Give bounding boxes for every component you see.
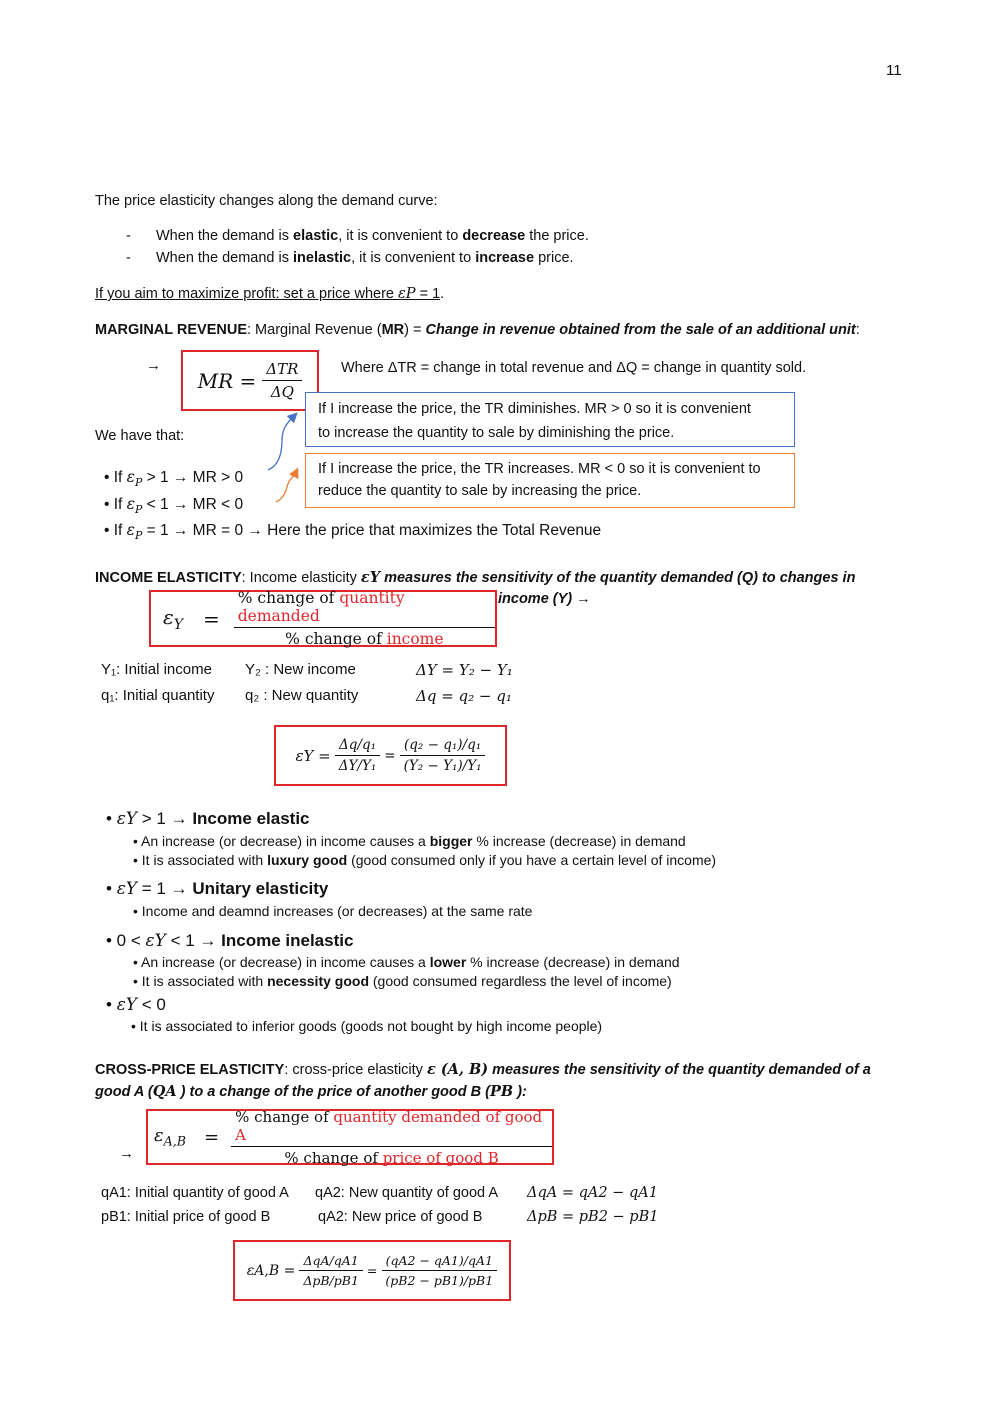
- income-case-3-sub-2: • It is associated with necessity good (good consumed regardless the level of income): [133, 973, 672, 989]
- bullet-inelastic: [126, 250, 574, 266]
- callout-blue: [305, 392, 795, 447]
- mr-numerator: ΔTR: [262, 360, 302, 381]
- income-var-5: q₂ : New quantity: [245, 687, 359, 704]
- cross-definition-2: good A (QA ) to a change of the price of another good B (PB ):: [95, 1083, 527, 1100]
- cross-var-2: qA2: New quantity of good A: [315, 1185, 498, 1201]
- income-definition: INCOME ELASTICITY: Income elasticity εY measures the sensitivity of the quantity demanded (Q) to changes in: [95, 569, 856, 586]
- cross-f2-frac1: $\frac{\text{ΔqA/qA1}}{\text{ΔpB/pB1}}$: [299, 1253, 363, 1288]
- equals-sign: =: [384, 747, 396, 764]
- mr-cond-2: • If $\varepsilon_P < 1$ → MR < 0: [104, 495, 244, 517]
- income-var-4: q₁: Initial quantity: [101, 687, 215, 704]
- mr-fraction: [262, 360, 302, 401]
- income-f2-frac1: $\frac{\text{Δq/q₁}}{\text{ΔY/Y₁}}$: [335, 737, 381, 774]
- income-case-1-sub-1: • An increase (or decrease) in income causes a bigger % increase (decrease) in demand: [133, 833, 686, 849]
- bullet-elastic: [126, 228, 589, 244]
- equals-sign: =: [202, 606, 220, 631]
- cross-var-1: qA1: Initial quantity of good A: [101, 1185, 289, 1201]
- cross-var-6: ΔpB = pB2 − pB1: [527, 1209, 659, 1225]
- income-case-2: • εY = 1 → Unitary elasticity: [106, 879, 329, 899]
- bullet-dash: -: [126, 228, 131, 244]
- income-fraction: $\frac{\text{\% change of quantity demanded}}{\text{\% change of income}}$: [234, 589, 495, 648]
- income-formula-lhs: $\varepsilon_Y$: [163, 604, 183, 633]
- we-have-text: We have that:: [95, 428, 185, 444]
- callout-blue-line2: to increase the quantity to sale by diminishing the price.: [318, 425, 675, 441]
- callout-connectors: [260, 410, 310, 510]
- income-formula-2-box: [274, 725, 507, 786]
- arrow-icon: →: [119, 1145, 134, 1162]
- profit-rule: If you aim to maximize profit: set a price where εP = 1.: [95, 286, 445, 302]
- cross-fraction: $\frac{\text{\% change of quantity demanded of good A}}{\text{\% change of price of good B}}$: [231, 1108, 552, 1167]
- mr-denominator: ΔQ: [270, 383, 294, 401]
- mr-cond-3: • If $\varepsilon_P = 1$ → MR = 0 → Here the price that maximizes the Total Revenue: [104, 521, 602, 543]
- equals-sign: =: [204, 1126, 220, 1148]
- cross-var-4: pB1: Initial price of good B: [101, 1209, 271, 1225]
- blue-connector: [268, 416, 294, 470]
- income-case-1: • εY > 1 → Income elastic: [106, 809, 310, 829]
- callout-orange-line2: reduce the quantity to sale by increasing the price.: [318, 483, 642, 499]
- bullet-text: When the demand is elastic, it is convenient to decrease the price.: [156, 228, 589, 244]
- orange-connector: [276, 472, 296, 502]
- callout-orange-line1: If I increase the price, the TR increases. MR < 0 so it is convenient to: [318, 461, 761, 477]
- income-case-4-sub-1: • It is associated to inferior goods (goods not bought by high income people): [131, 1018, 603, 1034]
- mr-definition: MARGINAL REVENUE: Marginal Revenue (MR) = Change in revenue obtained from the sale of an additional unit:: [95, 322, 860, 338]
- income-formula-box: [149, 590, 497, 647]
- income-case-4: • εY < 0: [106, 995, 166, 1015]
- income-f2-lhs: εY =: [295, 746, 331, 765]
- income-definition-2: income (Y) →: [498, 591, 591, 607]
- callout-blue-line1: If I increase the price, the TR diminishes. MR > 0 so it is convenient: [318, 401, 751, 417]
- bullet-dash: -: [126, 250, 131, 266]
- income-case-1-sub-2: • It is associated with luxury good (good consumed only if you have a certain level of income): [133, 852, 717, 868]
- mr-formula-box: [181, 350, 319, 411]
- income-case-3-sub-1: • An increase (or decrease) in income causes a lower % increase (decrease) in demand: [133, 954, 680, 970]
- bullet-text: When the demand is inelastic, it is convenient to increase price.: [156, 250, 574, 266]
- cross-var-5: qA2: New price of good B: [318, 1209, 483, 1225]
- income-var-3: ΔY = Y₂ − Y₁: [416, 661, 513, 679]
- cross-formula-2-box: [233, 1240, 511, 1301]
- equals-sign: =: [366, 1263, 378, 1278]
- income-f2-frac2: $\frac{\text{(q₂ − q₁)/q₁}}{\text{(Y₂ − Y₁)/Y₁}}$: [400, 737, 486, 774]
- callout-orange: [305, 453, 795, 508]
- cross-f2-frac2: $\frac{(qA2 - qA1)/qA1}{(pB2 - pB1)/pB1}$: [381, 1253, 497, 1288]
- mr-formula-lhs: MR =: [197, 368, 257, 393]
- page-number: 11: [886, 62, 902, 79]
- cross-definition: CROSS-PRICE ELASTICITY: cross-price elasticity ε (A, B) measures the sensitivity of the quantity demanded of a: [95, 1061, 871, 1078]
- cross-formula-lhs: $\varepsilon_{A,B}$: [154, 1125, 187, 1149]
- income-var-1: Y₁: Initial income: [101, 661, 212, 678]
- income-var-6: Δq = q₂ − q₁: [416, 687, 512, 705]
- cross-var-3: ΔqA = qA2 − qA1: [527, 1185, 658, 1201]
- cross-f2-lhs: εA,B =: [246, 1262, 296, 1279]
- cross-formula-box: [146, 1109, 554, 1165]
- where-text: Where ΔTR = change in total revenue and ΔQ = change in quantity sold.: [341, 360, 807, 376]
- arrow-icon: →: [146, 357, 161, 374]
- mr-cond-1: • If $\varepsilon_P > 1$ → MR > 0: [104, 468, 244, 490]
- income-case-2-sub-1: • Income and deamnd increases (or decreases) at the same rate: [133, 903, 533, 919]
- income-case-3: • 0 < εY < 1 → Income inelastic: [106, 931, 354, 951]
- income-var-2: Y₂ : New income: [245, 661, 356, 678]
- intro-text: The price elasticity changes along the demand curve:: [95, 193, 438, 209]
